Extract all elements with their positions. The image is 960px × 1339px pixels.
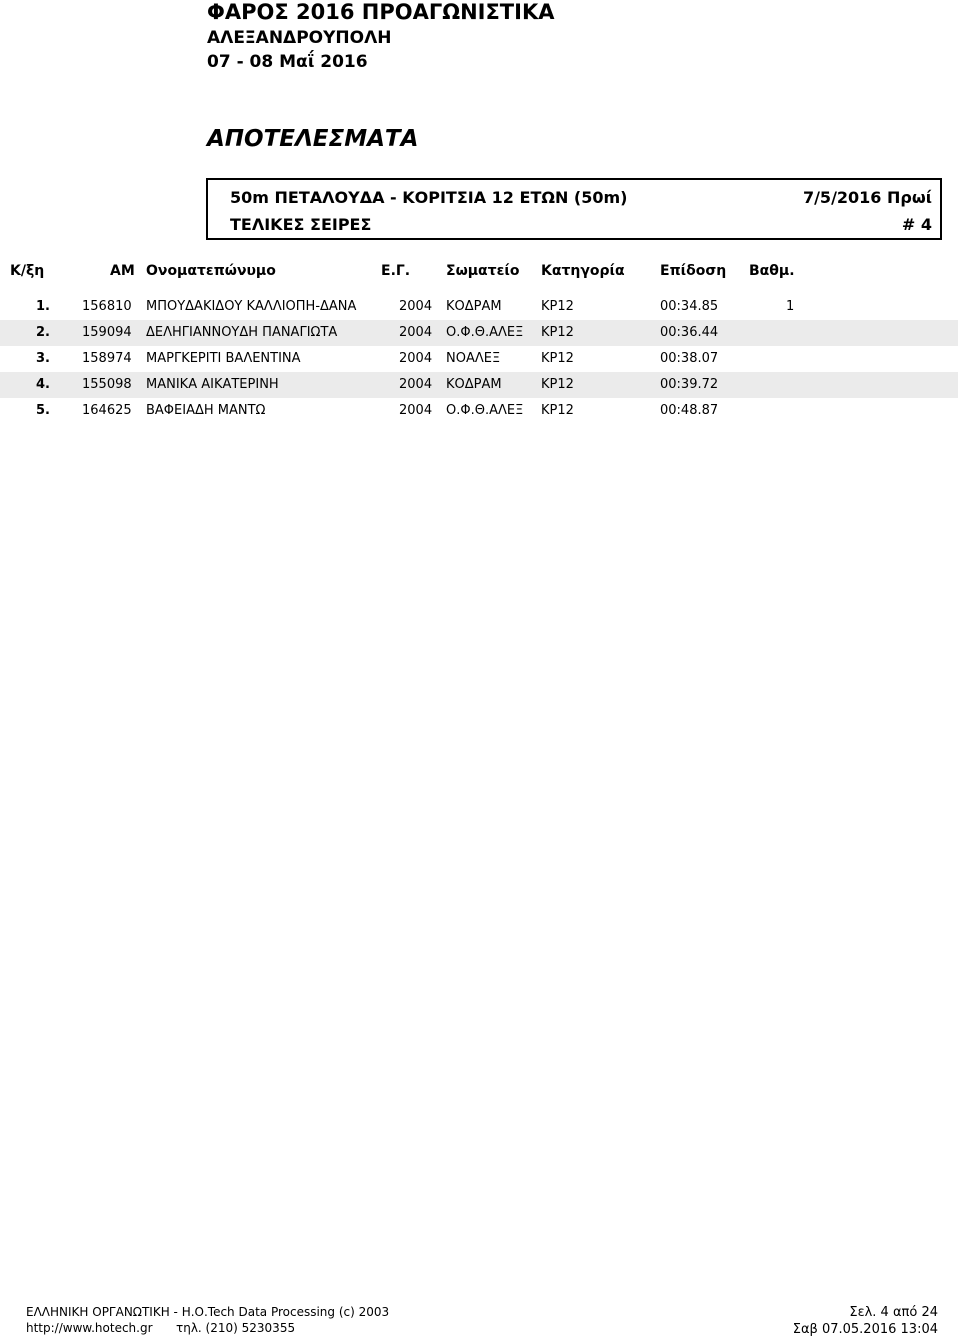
footer-website[interactable]: http://www.hotech.gr — [26, 1321, 153, 1335]
col-category: Κατηγορία — [541, 263, 625, 279]
row-name: ΔΕΛΗΓΙΑΝΝΟΥΔΗ ΠΑΝΑΓΙΩΤΑ — [146, 325, 338, 340]
table-row — [0, 372, 958, 398]
section-title: ΑΠΟΤΕΛΕΣΜΑΤΑ — [207, 126, 419, 152]
event-number: # 4 — [901, 215, 932, 234]
col-club: Σωματείο — [446, 263, 520, 279]
col-year: Ε.Γ. — [381, 263, 411, 279]
row-am: 156810 — [82, 299, 132, 314]
row-year: 2004 — [399, 325, 433, 340]
row-rank: 1. — [36, 299, 50, 314]
row-am: 155098 — [82, 377, 132, 392]
row-name: ΒΑΦΕΙΑΔΗ ΜΑΝΤΩ — [146, 403, 266, 418]
row-year: 2004 — [399, 351, 433, 366]
row-time: 00:36.44 — [660, 325, 719, 340]
row-rank: 2. — [36, 325, 50, 340]
row-name: ΜΑΝΙΚΑ ΑΙΚΑΤΕΡΙΝΗ — [146, 377, 279, 392]
event-session: 7/5/2016 Πρωί — [802, 188, 932, 207]
meet-title: ΦΑΡΟΣ 2016 ΠΡΟΑΓΩΝΙΣΤΙΚΑ — [207, 0, 555, 24]
footer-page-number: Σελ. 4 από 24 — [849, 1305, 938, 1320]
row-time: 00:34.85 — [660, 299, 719, 314]
col-points: Βαθμ. — [749, 263, 795, 279]
row-year: 2004 — [399, 299, 433, 314]
row-points: 1 — [786, 299, 795, 314]
table-row — [0, 294, 958, 320]
row-category: ΚΡ12 — [541, 351, 574, 366]
col-name: Ονοματεπώνυμο — [146, 263, 276, 279]
row-time: 00:48.87 — [660, 403, 719, 418]
row-category: ΚΡ12 — [541, 377, 574, 392]
row-am: 158974 — [82, 351, 132, 366]
row-category: ΚΡ12 — [541, 299, 574, 314]
event-round: ΤΕΛΙΚΕΣ ΣΕΙΡΕΣ — [230, 215, 372, 234]
footer-phone: τηλ. (210) 5230355 — [176, 1321, 296, 1335]
footer-org: ΕΛΛΗΝΙΚΗ ΟΡΓΑΝΩΤΙΚΗ - Η.Ο.Tech Data Processing (c) 2003 — [26, 1305, 390, 1319]
table-row — [0, 346, 958, 372]
row-am: 159094 — [82, 325, 132, 340]
meet-dates: 07 - 08 Μαΐ 2016 — [207, 52, 368, 72]
table-row — [0, 398, 958, 424]
row-rank: 3. — [36, 351, 50, 366]
row-time: 00:39.72 — [660, 377, 719, 392]
row-club: Ο.Φ.Θ.ΑΛΕΞ — [446, 325, 524, 340]
col-am: ΑΜ — [110, 263, 135, 279]
row-club: ΚΟΔΡΑΜ — [446, 377, 502, 392]
row-club: ΝΟΑΛΕΞ — [446, 351, 501, 366]
row-name: ΜΠΟΥΔΑΚΙΔΟΥ ΚΑΛΛΙΟΠΗ-ΔΑΝΑ — [146, 299, 357, 314]
row-club: Ο.Φ.Θ.ΑΛΕΞ — [446, 403, 524, 418]
row-am: 164625 — [82, 403, 132, 418]
row-category: ΚΡ12 — [541, 325, 574, 340]
row-club: ΚΟΔΡΑΜ — [446, 299, 502, 314]
row-year: 2004 — [399, 377, 433, 392]
row-name: ΜΑΡΓΚΕΡΙΤΙ ΒΑΛΕΝΤΙΝΑ — [146, 351, 301, 366]
row-rank: 4. — [36, 377, 50, 392]
col-rank: Κ/ξη — [10, 263, 45, 279]
row-rank: 5. — [36, 403, 50, 418]
footer-print-timestamp: Σαβ 07.05.2016 13:04 — [792, 1322, 938, 1337]
meet-city: ΑΛΕΞΑΝΔΡΟΥΠΟΛΗ — [207, 28, 392, 48]
table-row — [0, 320, 958, 346]
row-time: 00:38.07 — [660, 351, 719, 366]
row-category: ΚΡ12 — [541, 403, 574, 418]
event-box — [206, 178, 942, 240]
col-time: Επίδοση — [660, 263, 727, 279]
row-year: 2004 — [399, 403, 433, 418]
event-name: 50m ΠΕΤΑΛΟΥΔΑ - ΚΟΡΙΤΣΙΑ 12 ΕΤΩΝ (50m) — [230, 188, 628, 207]
